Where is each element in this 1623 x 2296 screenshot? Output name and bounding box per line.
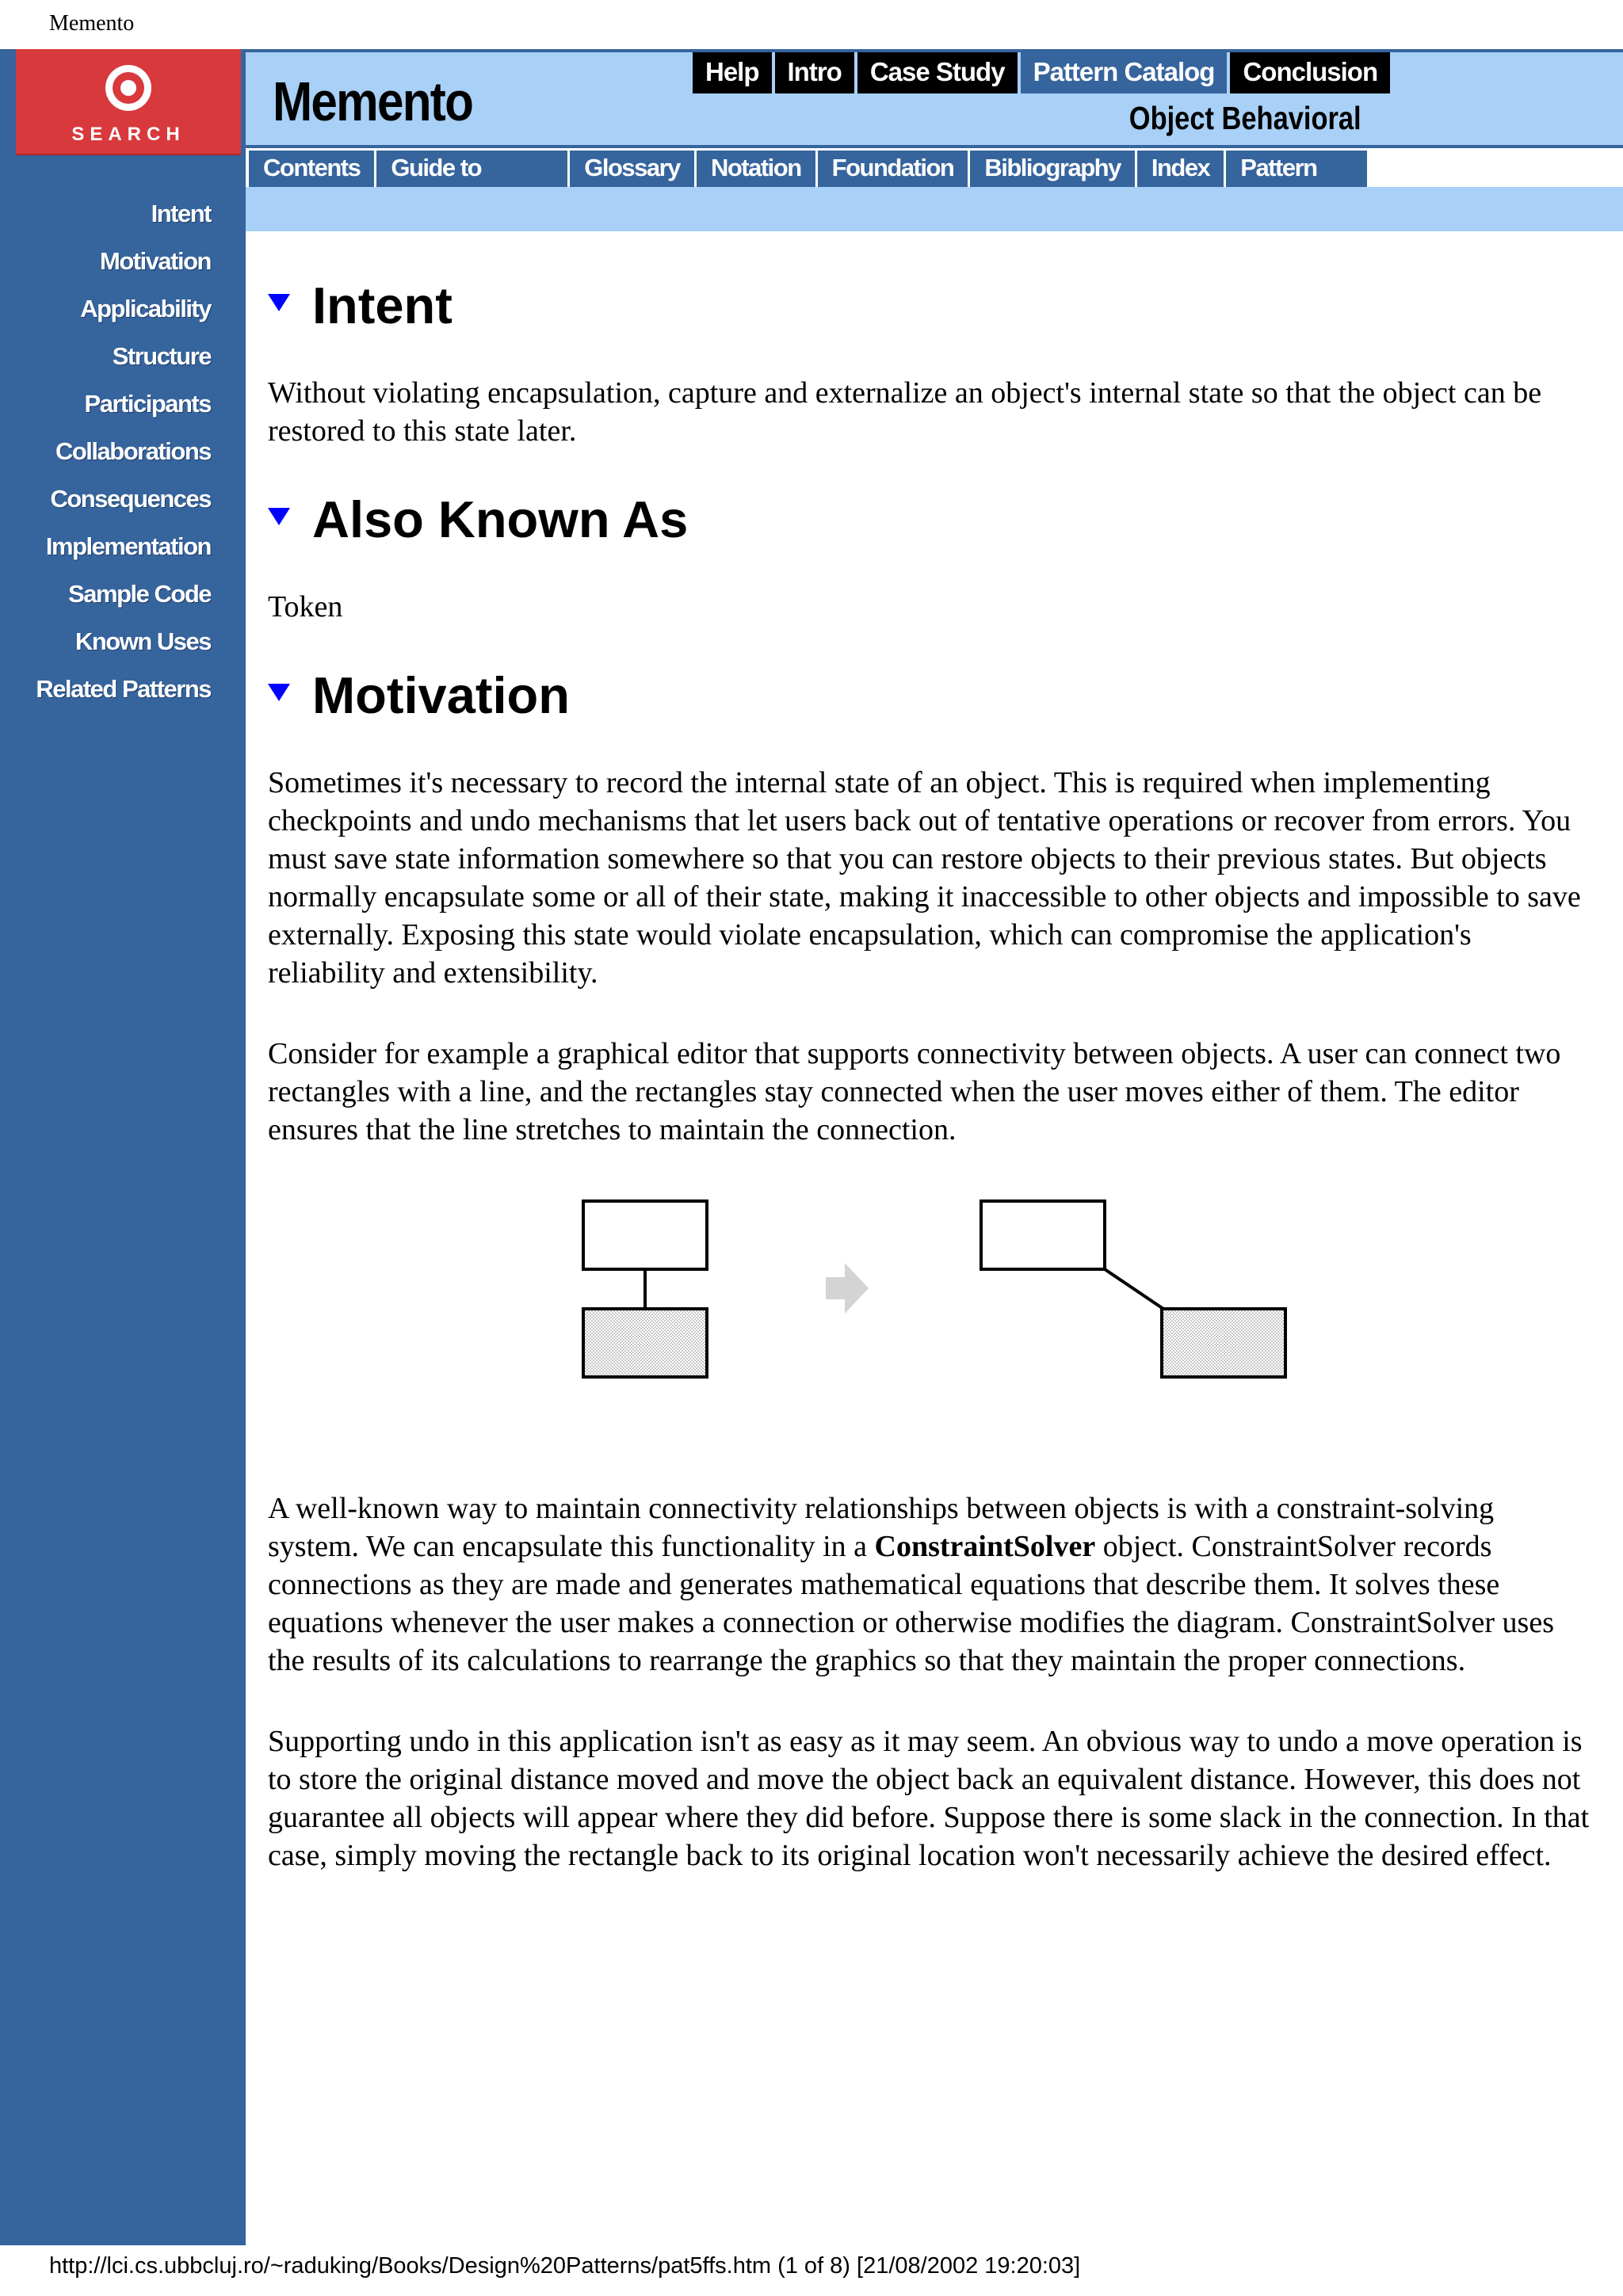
nav-foundation[interactable]: Foundation [818, 151, 971, 187]
sidebar-item-consequences[interactable]: Consequences [50, 485, 211, 513]
sidebar-item-intent[interactable]: Intent [151, 200, 211, 227]
rectangle-top-right [981, 1201, 1105, 1269]
triangle-down-icon [268, 294, 290, 311]
connected-rectangles-diagram [268, 1149, 1591, 1489]
nav-pattern-map[interactable]: Pattern [1226, 151, 1369, 187]
nav-glossary[interactable]: Glossary [570, 151, 697, 187]
heading-text: Also Known As [312, 490, 689, 548]
sidebar-item-motivation[interactable]: Motivation [100, 247, 211, 275]
page-url-footer: http://lci.cs.ubbcluj.ro/~raduking/Books/Design%20Patterns/pat5ffs.htm (1 of 8) [21/08/2002 19:20:03] [49, 2253, 1081, 2279]
nav-index[interactable]: Index [1137, 151, 1226, 187]
nav-notation[interactable]: Notation [697, 151, 818, 187]
pattern-category: Object Behavioral [1129, 100, 1361, 136]
sidebar-item-applicability[interactable]: Applicability [80, 295, 211, 322]
sidebar-item-participants[interactable]: Participants [84, 390, 211, 418]
nav-bibliography[interactable]: Bibliography [970, 151, 1136, 187]
sidebar-item-known-uses[interactable]: Known Uses [74, 627, 211, 655]
pattern-title: Memento [273, 71, 473, 132]
aka-text: Token [268, 590, 343, 624]
intent-text: Without violating encapsulation, capture and externalize an object's internal state so that the object can be restored to this state later. [268, 376, 1542, 448]
sidebar-item-structure[interactable]: Structure [112, 342, 211, 370]
sidebar-nav [0, 196, 211, 719]
main-content [268, 269, 1591, 1875]
heading-text: Motivation [312, 666, 570, 724]
tab-case-study[interactable]: Case Study [857, 52, 1018, 93]
section-heading-also-known-as [268, 483, 1591, 556]
motivation-paragraph-1: Sometimes it's necessary to record the internal state of an object. This is required when implementing checkpoints and undo mechanisms that let users back out of tentative operations or recover from errors. You must save state information somewhere so that you can restore objects to their previous states. But objects normally encapsulate some or all of their state, making it inaccessible to other objects and impossible to save externally. Exposing this state would violate encapsulation, which can compromise the application's reliability and extensibility. [268, 766, 1581, 990]
heading-text: Intent [312, 277, 453, 334]
nav-guide-to-readers[interactable]: Guide to [376, 151, 570, 187]
header-sub-band [246, 187, 1623, 231]
tab-conclusion[interactable]: Conclusion [1230, 52, 1390, 93]
triangle-down-icon [268, 508, 290, 525]
tab-pattern-catalog[interactable]: Pattern Catalog [1021, 52, 1228, 93]
motivation-paragraph-2: Consider for example a graphical editor that supports connectivity between objects. A user can connect two rectangles with a line, and the rectangles stay connected when the user moves either of them. The editor ensures that the line stretches to maintain the connection. [268, 1037, 1561, 1146]
rectangle-bottom-left [583, 1309, 707, 1377]
target-logo-icon [102, 62, 155, 114]
section-heading-intent [268, 269, 1591, 342]
connectivity-figure [268, 1149, 1591, 1489]
window-title: Memento [49, 11, 135, 36]
text-run: A well-known way to maintain connectivity relationships between objects is with a constraint-solving system. We can encapsulate this functionality in a [268, 1492, 1495, 1563]
motivation-paragraph-3 [268, 1489, 1591, 1680]
text-run: object. ConstraintSolver records connections as they are made and generates mathematical equations that describe them. It solves these equations whenever the user makes a connection or otherwise modifies the diagram. ConstraintSolver uses the results of its calculations to rearrange the graphics so that they maintain the proper connections. [268, 1530, 1554, 1677]
triangle-down-icon [268, 684, 290, 701]
rectangle-top-left [583, 1201, 707, 1269]
header-divider [246, 145, 1623, 148]
tab-intro[interactable]: Intro [775, 52, 854, 93]
nav-contents[interactable]: Contents [249, 151, 376, 187]
sidebar-item-sample-code[interactable]: Sample Code [68, 580, 211, 608]
connector-line-right [1105, 1269, 1163, 1309]
sidebar-item-related-patterns[interactable]: Related Patterns [36, 675, 211, 703]
constraint-solver-term: ConstraintSolver [874, 1530, 1096, 1563]
motivation-paragraph-4: Supporting undo in this application isn't as easy as it may seem. An obvious way to undo a move operation is to store the original distance moved and move the object back an equivalent distance. However, this does not guarantee all objects will appear where they did before. Suppose there is some slack in the connection. In that case, simply moving the rectangle back to its original location won't necessarily achieve the desired effect. [268, 1725, 1590, 1872]
top-tabs [693, 52, 1393, 93]
sidebar-item-implementation[interactable]: Implementation [45, 532, 211, 560]
search-label: SEARCH [71, 124, 185, 145]
search-button[interactable] [16, 49, 241, 155]
sub-nav [249, 151, 1369, 187]
arrow-right-icon [826, 1263, 869, 1314]
rectangle-bottom-right [1162, 1309, 1285, 1377]
section-heading-motivation [268, 659, 1591, 732]
sidebar-item-collaborations[interactable]: Collaborations [55, 437, 211, 465]
tab-help[interactable]: Help [693, 52, 772, 93]
